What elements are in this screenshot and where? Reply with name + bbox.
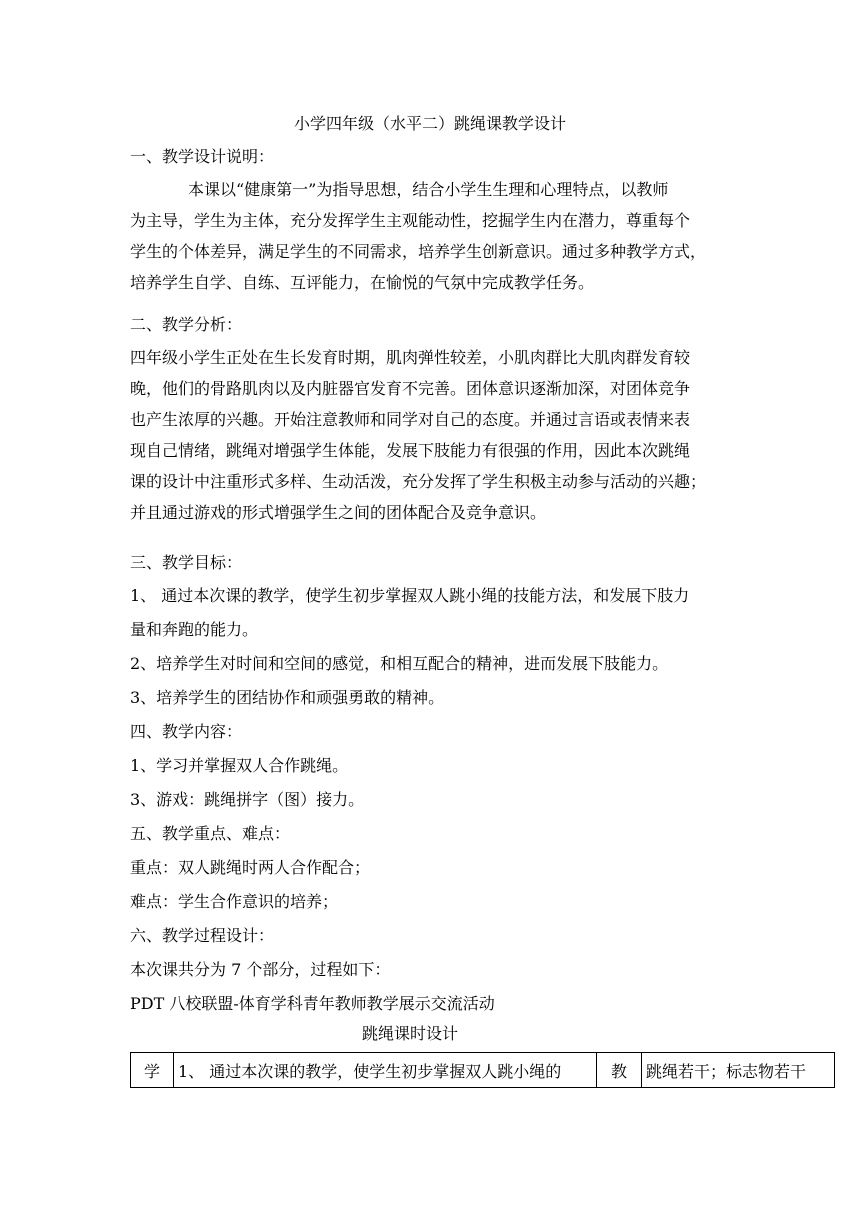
section-heading-objectives: 三、教学目标：: [130, 553, 243, 572]
objective-item: 3、培养学生的团结协作和顽强勇敢的精神。: [130, 688, 445, 707]
paragraph-line: 四年级小学生正处在生长发育时期，肌肉弹性较差，小肌肉群比大肌肉群发育较: [130, 348, 691, 367]
paragraph-line: 现自己情绪，跳绳对增强学生体能，发展下肢能力有很强的作用，因此本次跳绳: [130, 441, 691, 460]
document-title: 小学四年级（水平二）跳绳课教学设计: [293, 114, 566, 133]
section-heading-content: 四、教学内容：: [130, 722, 243, 741]
section-heading-key-points: 五、教学重点、难点：: [130, 824, 291, 843]
paragraph-line: 晚，他们的骨路肌肉以及内脏器官发育不完善。团体意识逐渐加深，对团体竞争: [130, 379, 691, 398]
lesson-table: [130, 1052, 835, 1088]
paragraph-line: 并且通过游戏的形式增强学生之间的团体配合及竞争意识。: [130, 503, 547, 522]
table-cell-label-study: 学: [131, 1053, 174, 1088]
paragraph-line: 培养学生自学、自练、互评能力，在愉悦的气氛中完成教学任务。: [130, 273, 595, 292]
objective-item: 量和奔跑的能力。: [130, 620, 259, 639]
table-title: 跳绳课时设计: [361, 1024, 458, 1043]
key-point-item: 难点：学生合作意识的培养；: [130, 892, 339, 911]
paragraph-line: 课的设计中注重形式多样、生动活泼，充分发挥了学生积极主动参与活动的兴趣；: [130, 472, 707, 491]
process-item: 本次课共分为 7 个部分，过程如下：: [130, 960, 391, 979]
process-item: PDT 八校联盟-体育学科青年教师教学展示交流活动: [130, 994, 495, 1013]
table-cell-label-teach: 教: [597, 1053, 642, 1088]
table-cell-objective: 1、 通过本次课的教学，使学生初步掌握双人跳小绳的: [174, 1053, 597, 1088]
section-heading-design-notes: 一、教学设计说明：: [130, 147, 275, 166]
section-heading-analysis: 二、教学分析：: [130, 315, 243, 334]
paragraph-line: 学生的个体差异，满足学生的不同需求，培养学生创新意识。通过多种教学方式，: [130, 242, 707, 261]
objective-item: 1、 通过本次课的教学，使学生初步掌握双人跳小绳的技能方法，和发展下肢力: [130, 586, 690, 605]
content-item: 1、学习并掌握双人合作跳绳。: [130, 756, 349, 775]
key-point-item: 重点：双人跳绳时两人合作配合；: [130, 858, 371, 877]
analysis-paragraph: [130, 342, 735, 528]
table-cell-equipment: 跳绳若干；标志物若干: [642, 1053, 835, 1088]
section-heading-process: 六、教学过程设计：: [130, 926, 275, 945]
content-item: 3、游戏：跳绳拼字（图）接力。: [130, 790, 365, 809]
objective-item: 2、培养学生对时间和空间的感觉，和相互配合的精神，进而发展下肢能力。: [130, 654, 669, 673]
paragraph-line: 为主导，学生为主体，充分发挥学生主观能动性，挖掘学生内在潜力，尊重每个: [130, 211, 691, 230]
table-row: [131, 1053, 835, 1088]
design-notes-paragraph: [130, 174, 735, 298]
paragraph-line: 本课以“健康第一”为指导思想，结合小学生生理和心理特点，以教师: [188, 180, 669, 199]
paragraph-line: 也产生浓厚的兴趣。开始注意教师和同学对自己的态度。并通过言语或表情来表: [130, 410, 691, 429]
